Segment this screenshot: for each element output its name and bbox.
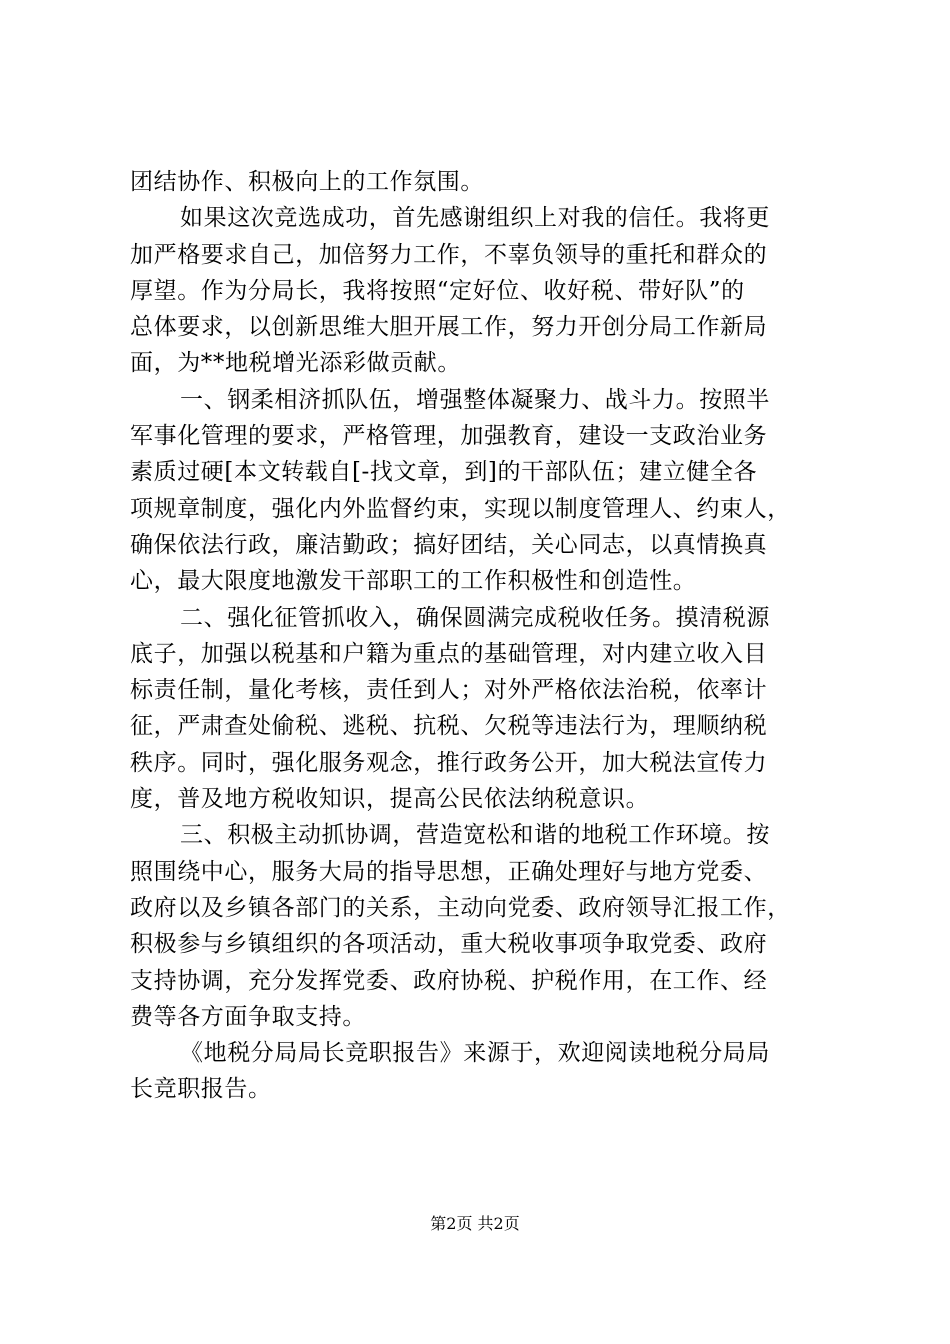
text-line: 军事化管理的要求，严格管理，加强教育，建设一支政治业务 — [130, 423, 768, 450]
text-line: 加严格要求自己，加倍努力工作，不辜负领导的重托和群众的 — [130, 241, 768, 268]
document-body — [130, 164, 830, 1108]
page-number-footer: 第2页 共2页 — [430, 1214, 520, 1233]
text-line: 厚望。作为分局长，我将按照“定好位、收好税、带好队”的 — [130, 277, 745, 304]
text-line: 总体要求，以创新思维大胆开展工作，努力开创分局工作新局 — [130, 314, 768, 341]
text-line: 如果这次竞选成功，首先感谢组织上对我的信任。我将更 — [180, 205, 770, 232]
text-line: 费等各方面争取支持。 — [130, 1003, 366, 1030]
text-line: 支持协调，充分发挥党委、政府协税、护税作用，在工作、经 — [130, 967, 768, 994]
text-line: 确保依法行政，廉洁勤政；搞好团结，关心同志，以真情换真 — [130, 531, 768, 558]
text-line: 标责任制，量化考核，责任到人；对外严格依法治税，依率计 — [130, 677, 768, 704]
text-line: 度，普及地方税收知识，提高公民依法纳税意识。 — [130, 786, 650, 813]
text-line: 底子，加强以税基和户籍为重点的基础管理，对内建立收入目 — [130, 640, 768, 667]
text-line: 秩序。同时，强化服务观念，推行政务公开，加大税法宣传力 — [130, 749, 768, 776]
text-line: 积极参与乡镇组织的各项活动，重大税收事项争取党委、政府 — [130, 931, 768, 958]
text-line: 面，为**地税增光添彩做贡献。 — [130, 350, 461, 377]
text-line: 政府以及乡镇各部门的关系，主动向党委、政府领导汇报工作， — [130, 894, 791, 921]
text-line: 三、积极主动抓协调，营造宽松和谐的地税工作环境。按 — [180, 822, 770, 849]
text-line: 长竞职报告。 — [130, 1076, 272, 1103]
text-line: 团结协作、积极向上的工作氛围。 — [130, 169, 484, 195]
text-line: 《地税分局局长竞职报告》来源于，欢迎阅读地税分局局 — [180, 1040, 770, 1067]
text-line: 征，严肃查处偷税、逃税、抗税、欠税等违法行为，理顺纳税 — [130, 713, 768, 740]
text-line: 素质过硬[本文转载自[-找文章，到]的干部队伍；建立健全各 — [130, 459, 758, 486]
text-line: 一、钢柔相济抓队伍，增强整体凝聚力、战斗力。按照半 — [180, 386, 770, 413]
text-line: 照围绕中心，服务大局的指导思想，正确处理好与地方党委、 — [130, 858, 768, 885]
text-line: 项规章制度，强化内外监督约束，实现以制度管理人、约束人， — [130, 495, 791, 522]
text-line: 二、强化征管抓收入，确保圆满完成税收任务。摸清税源 — [180, 604, 770, 631]
text-line: 心，最大限度地激发干部职工的工作积极性和创造性。 — [130, 568, 697, 595]
